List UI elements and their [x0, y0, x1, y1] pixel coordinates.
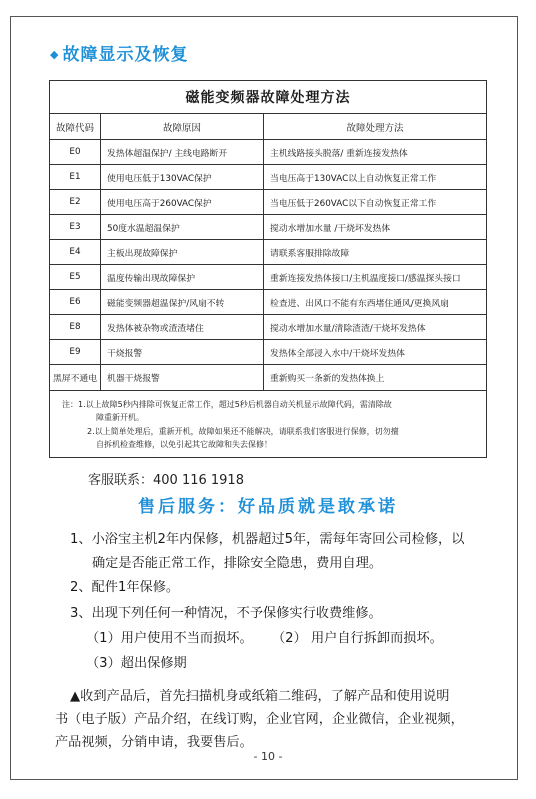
- fault-cause: 使用电压高于260VAC保护: [101, 190, 264, 215]
- page-number: - 10 -: [253, 750, 283, 763]
- exclusion-3: （3）超出保修期: [86, 656, 187, 671]
- fault-solution: 当电压低于260VAC以下自动恢复正常工作: [264, 190, 487, 215]
- warranty-item-1-line-1: 1、小浴宝主机2年内保修，机器超过5年，需每年寄回公司检修，以: [70, 532, 465, 547]
- fault-solution: 主机线路接头脱落/ 重新连接发热体: [264, 140, 487, 165]
- fault-solution: 当电压高于130VAC以上自动恢复正常工作: [264, 165, 487, 190]
- fault-code: E3: [50, 215, 101, 240]
- fault-code: 黑屏不通电: [50, 365, 101, 391]
- diamond-bullet-icon: ◆: [50, 48, 60, 61]
- fault-cause: 温度传输出现故障保护: [101, 265, 264, 290]
- warranty-item-2: 2、配件1年保修。: [70, 580, 180, 595]
- note-1-line-2: 障重新开机。: [96, 413, 144, 422]
- section-title: [50, 40, 188, 65]
- table-row: [50, 315, 487, 340]
- closing-line-1: ▲收到产品后，首先扫描机身或纸箱二维码，了解产品和使用说明: [70, 689, 450, 704]
- fault-cause: 使用电压低于130VAC保护: [101, 165, 264, 190]
- exclusion-2: （2） 用户自行拆卸而损坏。: [272, 631, 443, 646]
- section-title-text: 故障显示及恢复: [62, 45, 189, 65]
- exclusion-1: （1）用户使用不当而损坏。: [86, 631, 253, 646]
- table-row: [50, 290, 487, 315]
- fault-code: E4: [50, 240, 101, 265]
- customer-service-hotline: 客服联系：400 116 1918: [88, 473, 244, 488]
- table-row: [50, 215, 487, 240]
- closing-line-3: 产品视频，分销申请，我要售后。: [55, 735, 253, 750]
- fault-solution: 请联系客服排除故障: [264, 240, 487, 265]
- table-row: [50, 365, 487, 391]
- fault-code: E2: [50, 190, 101, 215]
- fault-cause: 干烧报警: [101, 340, 264, 365]
- header-solution: 故障处理方法: [264, 114, 487, 140]
- table-row: [50, 140, 487, 165]
- fault-table: [49, 80, 487, 391]
- fault-code: E6: [50, 290, 101, 315]
- after-sales-title: 售后服务：好品质就是敢承诺: [138, 497, 398, 517]
- fault-solution: 检查进、出风口不能有东西堵住通风/更换风扇: [264, 290, 487, 315]
- fault-code: E9: [50, 340, 101, 365]
- fault-solution: 重新连接发热体接口/主机温度接口/感温探头接口: [264, 265, 487, 290]
- table-row: [50, 240, 487, 265]
- note-1-line-1: 注：1.以上故障5秒内排除可恢复正常工作，超过5秒后机器自动关机显示故障代码，需清除故: [62, 400, 392, 409]
- warranty-item-1-line-2: 确定是否能正常工作，排除安全隐患，费用自理。: [92, 556, 383, 571]
- note-2-line-1: 2.以上简单处理后，重新开机，故障如果还不能解决，请联系我们客服进行保修，切勿擅: [87, 427, 399, 436]
- fault-solution: 搅动水增加水量/清除渣渣/干烧坏发热体: [264, 315, 487, 340]
- fault-cause: 主板出现故障保护: [101, 240, 264, 265]
- fault-cause: 机器干烧报警: [101, 365, 264, 391]
- fault-solution: 搅动水增加水量 /干烧坏发热体: [264, 215, 487, 240]
- table-title: 磁能变频器故障处理方法: [50, 81, 487, 114]
- fault-code: E5: [50, 265, 101, 290]
- table-row: [50, 165, 487, 190]
- fault-code: E0: [50, 140, 101, 165]
- fault-cause: 磁能变频器超温保护/风扇不转: [101, 290, 264, 315]
- header-cause: 故障原因: [101, 114, 264, 140]
- note-2-line-2: 自拆机检查维修，以免引起其它故障和失去保修！: [96, 440, 272, 449]
- fault-code: E1: [50, 165, 101, 190]
- closing-line-2: 书（电子版）产品介绍，在线订购，企业官网，企业微信，企业视频，: [55, 712, 464, 727]
- fault-solution: 发热体全部浸入水中/干烧坏发热体: [264, 340, 487, 365]
- warranty-item-3: 3、出现下列任何一种情况，不予保修实行收费维修。: [70, 606, 382, 621]
- fault-solution: 重新购买一条新的发热体换上: [264, 365, 487, 391]
- fault-cause: 50度水温超温保护: [101, 215, 264, 240]
- fault-cause: 发热体被杂物或渣渣堵住: [101, 315, 264, 340]
- fault-code: E8: [50, 315, 101, 340]
- table-row: [50, 265, 487, 290]
- table-row: [50, 190, 487, 215]
- table-row: [50, 340, 487, 365]
- fault-cause: 发热体超温保护/ 主线电路断开: [101, 140, 264, 165]
- header-code: 故障代码: [50, 114, 101, 140]
